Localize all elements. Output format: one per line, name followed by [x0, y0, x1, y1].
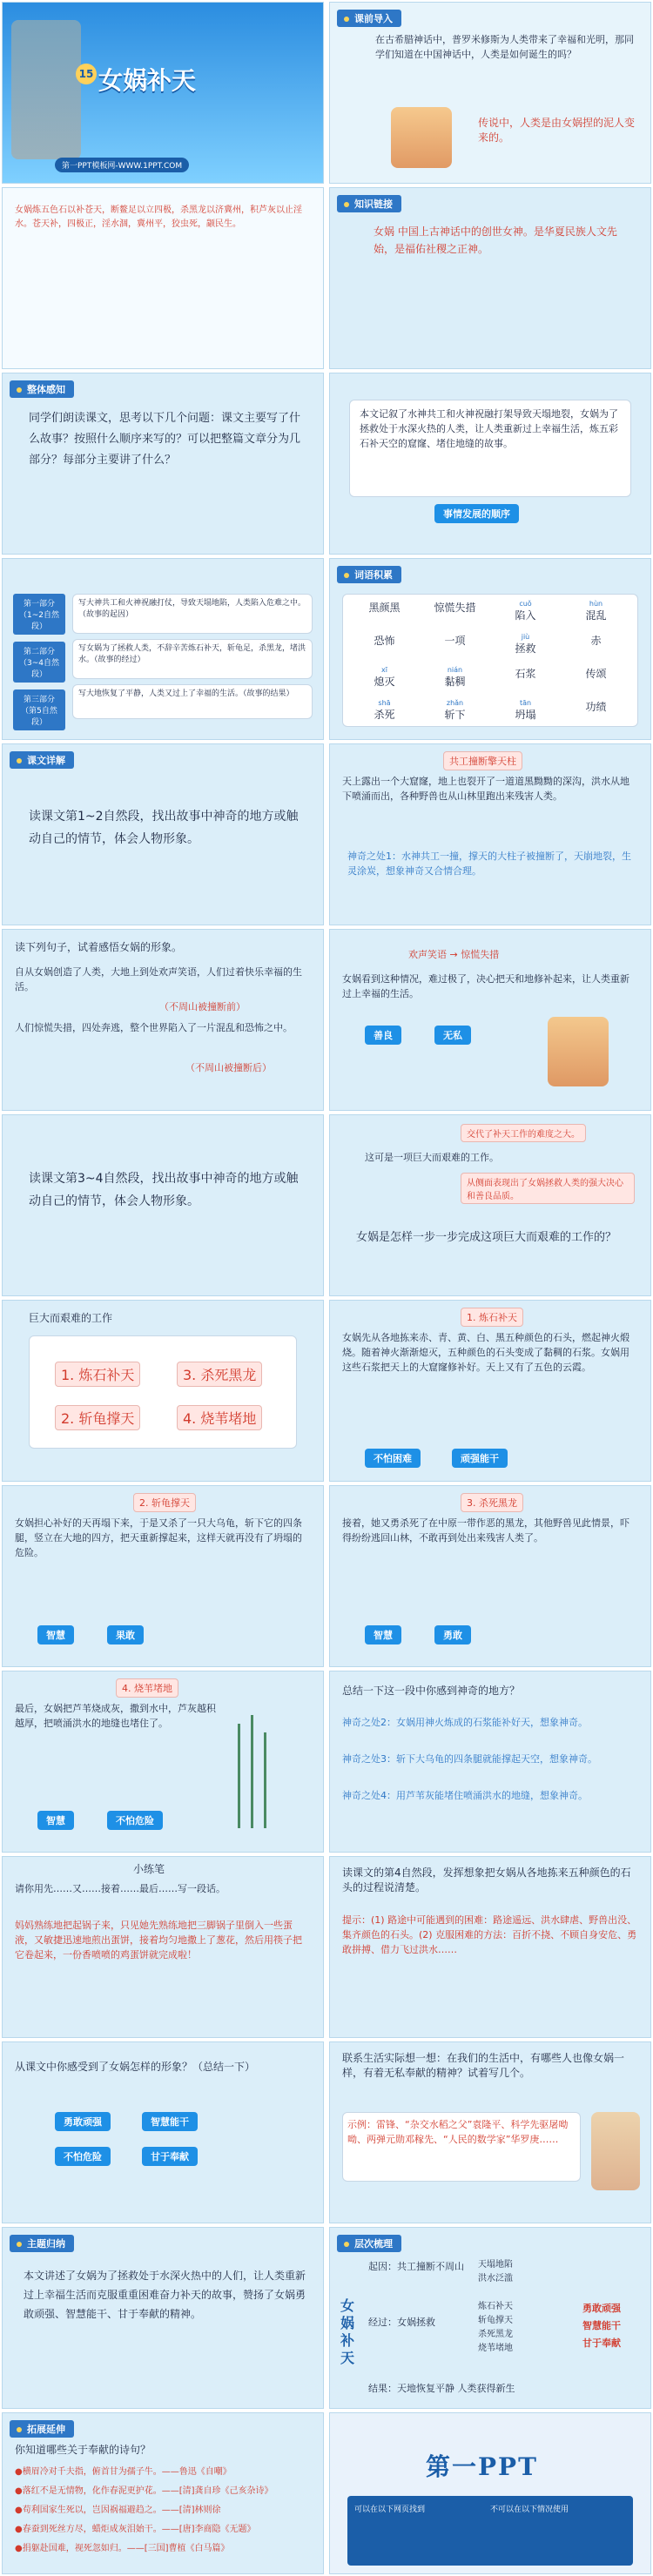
slide-practice[interactable]	[2, 1856, 324, 2038]
knowledge-text: 女娲 中国上古神话中的创世女神。是华夏民族人文先始，是福佑社稷之正神。	[374, 225, 617, 255]
word-cell: 黑颜黑	[368, 602, 401, 614]
slide-task1[interactable]	[329, 1300, 651, 1482]
life-example: 示例：雷锋、“杂交水稻之父”袁隆平、科学先驱屠呦呦、两弹元勋邓稼先、“人民的数学家”华罗庚……	[347, 2119, 569, 2145]
trait-pill[interactable]: 勇敢	[434, 1625, 471, 1644]
slide-overview[interactable]	[2, 373, 324, 555]
info-right: 不可以在以下情况使用	[490, 2505, 569, 2514]
task-tag: 3. 杀死黑龙	[461, 1493, 523, 1512]
slide-words[interactable]	[329, 558, 651, 740]
word-cell: jiù 拯救	[515, 633, 536, 655]
poem-line: ●落红不是无情物，化作春泥更护花。——[清]龚自珍《己亥杂诗》	[15, 2486, 273, 2496]
word-cell: 惊慌失措	[434, 602, 476, 614]
life-text: 联系生活实际想一想：在我们的生活中，有哪些人也像女娲一样，有着无私奉献的精神？试着写几个。	[342, 2052, 625, 2079]
task1-text: 女娲先从各地拣来赤、青、黄、白、黑五种颜色的石头，燃起神火煅烧。随着神火渐渐熄灭，五种颜色的石头变成了黏稠的石浆。女娲用这些石浆把天上的大窟窿修补好。天上又有了五色的云霞。	[342, 1332, 629, 1373]
word-grid	[342, 594, 638, 727]
practice-text: 妈妈熟练地把起锅子来，只见她先熟练地把三脚锅子里倒入一些蛋液，又敏捷迅速地煎出蛋饼，接着均匀地撒上了葱花，然后用筷子把它卷起来，一份香喷喷的鸡蛋饼就完成啦！	[15, 1920, 302, 1961]
word-cell: 石浆	[515, 668, 536, 680]
task-tag: 2. 斩龟撑天	[133, 1493, 196, 1512]
read1-s1: 自从女娲创造了人类，大地上到处欢声笑语，人们过着快乐幸福的生活。	[15, 966, 302, 992]
structure-step: 天塌地陷	[478, 2260, 513, 2270]
part-desc-box: 写大地恢复了平静，人类又过上了幸福的生活。（故事的结果）	[72, 684, 313, 719]
slide-extend[interactable]	[2, 2412, 324, 2574]
structure-step: 洪水泛滥	[478, 2274, 513, 2283]
task-chip[interactable]: 3. 杀死黑龙	[177, 1362, 262, 1387]
slide-magic[interactable]	[329, 1671, 651, 1853]
work-b2: 从侧面表现出了女娲拯救人类的强大决心和善良品质。	[461, 1173, 635, 1204]
slide-image[interactable]	[2, 2041, 324, 2223]
word-cell: tān 坍塌	[515, 699, 536, 721]
info-left: 可以在以下网页找到	[354, 2505, 426, 2514]
task2-text: 女娲担心补好的天再塌下来，于是又杀了一只大乌龟，斩下它的四条腿，竖立在大地的四方，把天重新撑起来，这样天就再没有了坍塌的危险。	[15, 1517, 302, 1558]
trait-pill[interactable]: 善良	[365, 1026, 401, 1045]
reed-illustration	[251, 1715, 253, 1828]
detail2-text: 读课文第3~4自然段，找出故事中神奇的地方或触动自己的情节，体会人物形象。	[29, 1172, 299, 1208]
word-cell: hùn 混乱	[585, 600, 607, 622]
tasks-heading: 巨大而艰难的工作	[29, 1312, 113, 1324]
slide-event1[interactable]	[329, 743, 651, 925]
structure-end: 结果：天地恢复平静 人类获得新生	[368, 2383, 515, 2394]
magic-item: 神奇之处4：用芦苇灰能堵住喷涌洪水的地缝，想象神奇。	[342, 1790, 588, 1801]
trait-text: 女娲看到这种情况，难过极了，决心把天和地修补起来，让人类重新过上幸福的生活。	[342, 973, 629, 999]
task-tag: 4. 烧苇堵地	[116, 1678, 178, 1698]
cover-figure	[11, 20, 81, 159]
structure-step: 烧苇堵地	[478, 2344, 513, 2353]
overview-text: 同学们朗读课文，思考以下几个问题：课文主要写了什么故事？按照什么顺序来写的？可以把整篇文章分为几部分？每部分主要讲了什么？	[29, 412, 301, 467]
read1-note1: （不周山被撞断前）	[159, 1001, 246, 1012]
slide-story[interactable]	[2, 187, 324, 369]
slide-logo[interactable]	[329, 2412, 651, 2574]
reed-illustration	[238, 1724, 240, 1828]
task4-text: 最后，女娲把芦苇烧成灰，撒到水中，芦灰越积越厚，把喷涌洪水的地缝也堵住了。	[15, 1703, 216, 1729]
trait-pill[interactable]: 不怕困难	[365, 1449, 421, 1468]
trait-pill[interactable]: 智慧	[37, 1811, 74, 1830]
cover-footer: 第一PPT模板网-WWW.1PPT.COM	[55, 158, 189, 172]
word-cell: 功绩	[585, 701, 607, 713]
think-hint: 提示：(1) 路途中可能遇到的困难：路途遥远、洪水肆虐、野兽出没、集齐颜色的石头。(2) 克服困难的方法：百折不挠、不顾自身安危、勇敢拼搏、借力飞过洪水……	[342, 1914, 637, 1955]
trait-pill[interactable]: 甘于奉献	[142, 2147, 198, 2166]
tag-label: 主题归纳	[10, 2235, 74, 2252]
tag-label: 课文详解	[10, 751, 74, 769]
tasks-box	[29, 1335, 297, 1449]
structure-trait: 甘于奉献	[582, 2337, 621, 2349]
event-answer: 神奇之处1：水神共工一撞，撑天的大柱子被撞断了，天崩地裂，生灵涂炭，想象神奇又合情合理。	[347, 851, 631, 877]
trait-pill[interactable]: 果敢	[107, 1625, 144, 1644]
word-cell: xī 熄灭	[374, 666, 395, 688]
parts-flow	[13, 594, 65, 737]
reed-illustration	[264, 1732, 266, 1828]
character-illustration	[548, 1017, 609, 1086]
task-chip[interactable]: 4. 烧苇堵地	[177, 1405, 262, 1430]
magic-item: 神奇之处2：女娲用神火炼成的石浆能补好天，想象神奇。	[342, 1717, 588, 1728]
tag-label: 课前导入	[337, 10, 401, 27]
structure-start: 起因：共工撞断不周山	[368, 2261, 464, 2272]
word-cell: zhǎn 斩下	[444, 699, 466, 721]
trait-pill[interactable]: 不怕危险	[55, 2147, 111, 2166]
read1-s2: 人们惊慌失措，四处奔逃，整个世界陷入了一片混乱和恐怖之中。	[15, 1022, 293, 1033]
part-label[interactable]: 第三部分（第5自然段）	[13, 689, 65, 730]
structure-middle: 经过：女娲拯救	[368, 2317, 435, 2328]
structure-trait: 智慧能干	[582, 2320, 621, 2331]
work-line: 这可是一项巨大而艰难的工作。	[365, 1152, 499, 1163]
work-b1: 交代了补天工作的难度之大。	[461, 1124, 586, 1142]
word-cell: nián 黏稠	[444, 666, 466, 688]
summary-text: 本文记叙了水神共工和火神祝融打架导致天塌地裂，女娲为了拯救处于水深火热的人类，让人类重新过上幸福生活，炼五彩石补天空的窟窿、堵住地缝的故事。	[360, 408, 618, 449]
portrait-illustration	[591, 2112, 640, 2190]
part-label[interactable]: 第一部分（1~2自然段）	[13, 594, 65, 635]
info-bar	[347, 2496, 633, 2566]
slide-parts[interactable]	[2, 558, 324, 740]
poem-line: ●捐躯赴国难，视死忽如归。——[三国]曹植《白马篇》	[15, 2544, 230, 2553]
slide-tasks[interactable]	[2, 1300, 324, 1482]
tag-label: 词语积累	[337, 566, 401, 583]
slide-life[interactable]	[329, 2041, 651, 2223]
practice-heading: 小练笔	[133, 1863, 165, 1875]
part-desc-box: 写大神共工和火神祝融打仗，导致天塌地陷，人类陷入危难之中。（故事的起因）	[72, 594, 313, 634]
think-text: 读课文的第4自然段，发挥想象把女娲从各地拣来五种颜色的石头的过程说清楚。	[342, 1866, 631, 1893]
tag-label: 拓展延伸	[10, 2420, 74, 2438]
structure-step: 杀死黑龙	[478, 2330, 513, 2339]
part-desc-box: 写女娲为了拯救人类，不辞辛苦炼石补天，斩龟足，杀黑龙，堵洪水。（故事的经过）	[72, 639, 313, 679]
slide-structure[interactable]	[329, 2227, 651, 2409]
slide-task4[interactable]	[2, 1671, 324, 1853]
order-button[interactable]: 事情发展的顺序	[434, 504, 519, 523]
story-text: 女娲炼五色石以补苍天，断鳌足以立四极，杀黑龙以济冀州，积芦灰以止淫水。苍天补，四极正，淫水涸，冀州平，狡虫死，颛民生。	[15, 205, 302, 229]
lesson-number: 15	[76, 64, 97, 84]
intro-quote: 传说中，人类是由女娲捏的泥人变来的。	[478, 117, 636, 144]
slide-cover[interactable]	[2, 2, 324, 184]
image-q: 从课文中你感受到了女娲怎样的形象？（总结一下）	[15, 2061, 256, 2073]
task3-text: 接着，她又勇杀死了在中原一带作恶的黑龙，其他野兽见此情景，吓得纷纷逃回山林，不敢再到处出来残害人类了。	[342, 1517, 629, 1544]
slide-detail1[interactable]	[2, 743, 324, 925]
word-cell: cuǒ 陷入	[515, 600, 536, 622]
trait-pill[interactable]: 不怕危险	[107, 1811, 163, 1830]
tag-label: 层次梳理	[337, 2235, 401, 2252]
slide-task2[interactable]	[2, 1485, 324, 1667]
intro-text: 在古希腊神话中，普罗米修斯为人类带来了幸福和光明，那同学们知道在中国神话中，人类是如何诞生的吗？	[375, 34, 634, 60]
slide-work[interactable]	[329, 1114, 651, 1296]
poem-line: ●苟利国家生死以，岂因祸福避趋之。——[清]林则徐	[15, 2505, 221, 2515]
trait-pill[interactable]: 勇敢顽强	[55, 2112, 111, 2131]
slide-knowledge[interactable]	[329, 187, 651, 369]
trait-line: 欢声笑语 → 惊慌失措	[408, 949, 500, 960]
event-text: 天上露出一个大窟窿，地上也裂开了一道道黑黝黝的深沟，洪水从地下喷涌而出，各种野兽也从山林里跑出来残害人类。	[342, 776, 629, 802]
word-cell: shā 杀死	[374, 699, 395, 721]
magic-item: 神奇之处3：斩下大乌龟的四条腿就能撑起天空，想象神奇。	[342, 1753, 597, 1765]
word-cell: 恐怖	[374, 635, 395, 647]
slide-detail2[interactable]	[2, 1114, 324, 1296]
character-illustration	[391, 107, 452, 168]
structure-step: 炼石补天	[478, 2302, 513, 2311]
task-chip[interactable]: 2. 斩龟撑天	[55, 1405, 140, 1430]
slide-think[interactable]	[329, 1856, 651, 2038]
extend-q: 你知道哪些关于奉献的诗句？	[15, 2444, 151, 2456]
poem-line: ●春蚕到死丝方尽，蜡炬成灰泪始干。——[唐]李商隐《无题》	[15, 2525, 256, 2534]
word-cell: 赤	[590, 635, 602, 647]
cover-title: 女娲补天	[98, 66, 197, 95]
trait-pill[interactable]: 无私	[434, 1026, 471, 1045]
read1-note2: （不周山被撞断后）	[185, 1062, 272, 1073]
task-chip[interactable]: 1. 炼石补天	[55, 1362, 140, 1387]
trait-pill[interactable]: 智慧	[365, 1625, 401, 1644]
slide-summary[interactable]	[329, 373, 651, 555]
poem-line: ●横眉冷对千夫指，俯首甘为孺子牛。——鲁迅《自嘲》	[15, 2467, 232, 2477]
slide-theme[interactable]	[2, 2227, 324, 2409]
slide-trait1[interactable]	[329, 929, 651, 1111]
word-cell: 一项	[444, 635, 466, 647]
structure-step: 斩龟撑天	[478, 2316, 513, 2325]
work-q: 女娲是怎样一步一步完成这项巨大而艰难的工作的？	[356, 1231, 617, 1244]
brand-logo: 第一PPT	[426, 2452, 538, 2481]
theme-text: 本文讲述了女娲为了拯救处于水深火热中的人们，让人类重新过上幸福生活而克服重重困难奋力补天的故事，赞扬了女娲勇敢顽强、智慧能干、甘于奉献的精神。	[24, 2270, 306, 2320]
slide-task3[interactable]	[329, 1485, 651, 1667]
tag-label: 整体感知	[10, 380, 74, 398]
trait-pill[interactable]: 顽强能干	[452, 1449, 508, 1468]
structure-trait: 勇敢顽强	[582, 2303, 621, 2314]
trait-pill[interactable]: 智慧	[37, 1625, 74, 1644]
event-tag: 共工撞断擎天柱	[443, 751, 522, 770]
read1-intro: 读下列句子，试着感悟女娲的形象。	[15, 941, 183, 953]
trait-pill[interactable]: 智慧能干	[142, 2112, 198, 2131]
detail1-text: 读课文第1~2自然段，找出故事中神奇的地方或触动自己的情节，体会人物形象。	[29, 810, 299, 846]
magic-q: 总结一下这一段中你感到神奇的地方？	[342, 1685, 521, 1697]
part-label[interactable]: 第二部分（3~4自然段）	[13, 642, 65, 683]
task-tag: 1. 炼石补天	[461, 1308, 523, 1327]
word-cell: 传颂	[585, 668, 607, 680]
practice-prompt: 请你用先……又……接着……最后……写一段话。	[15, 1883, 226, 1894]
tag-label: 知识链接	[337, 195, 401, 212]
structure-title: 女娲补天	[340, 2297, 355, 2366]
slide-read1[interactable]	[2, 929, 324, 1111]
slide-intro[interactable]	[329, 2, 651, 184]
